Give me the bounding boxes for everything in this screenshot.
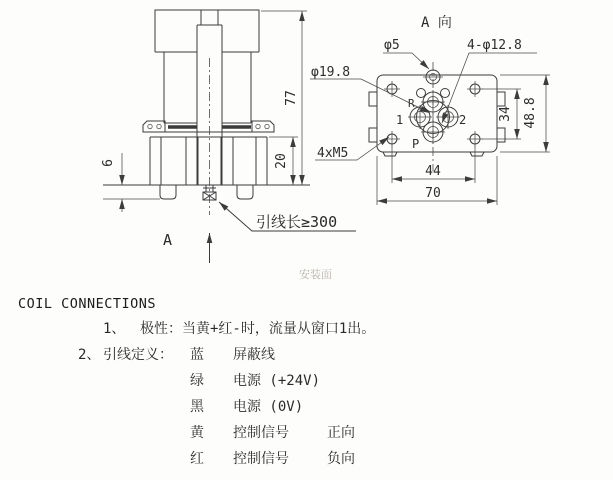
wire-color: 红 <box>190 451 204 467</box>
pilot-hole-left <box>417 89 426 98</box>
wire-color: 黑 <box>190 399 204 415</box>
ear-right-bottom <box>497 128 505 142</box>
port-p-label: P <box>412 137 420 151</box>
dim-44-text: 44 <box>425 164 441 179</box>
view-a-label: A <box>163 231 173 249</box>
a-view-title: A 向 <box>421 15 452 31</box>
wire-function: 控制信号 <box>233 451 289 467</box>
port-2-label: 2 <box>459 113 467 127</box>
dim-ext-lines <box>261 11 307 137</box>
wire-function: 控制信号 <box>233 425 289 441</box>
clamp-bracket-right <box>252 121 274 132</box>
m5-callout: 4xM5 <box>317 146 349 161</box>
port-1-label: 1 <box>396 113 404 127</box>
dim-6-text: 6 <box>101 159 116 167</box>
wire-function: 屏蔽线 <box>233 347 275 363</box>
dim-488-text: 48.8 <box>523 97 538 129</box>
phi12-callout: 4-φ12.8 <box>467 38 522 53</box>
wire-color: 蓝 <box>190 347 204 363</box>
a-view <box>310 15 550 205</box>
note-2-label: 引线定义： <box>103 347 173 363</box>
clamp-bracket-left <box>143 121 165 132</box>
valve-body-block <box>150 137 267 185</box>
wire-function: 电源 (+24V) <box>233 373 321 389</box>
pilot-hole-right <box>441 89 450 98</box>
ear-left-bottom <box>369 128 377 142</box>
ear-right-top <box>497 92 505 106</box>
port-holes <box>408 90 460 144</box>
note-2-number: 2、 <box>78 347 101 363</box>
wire-color: 绿 <box>190 373 204 389</box>
screw-icon <box>256 124 260 128</box>
note-1-text: 极性：当黄+红-时，流量从窗口1出。 <box>140 321 376 337</box>
wire-note: 正向 <box>327 425 355 441</box>
wire-color: 黄 <box>190 425 204 441</box>
wire-note: 负向 <box>327 451 355 467</box>
ear-left-top <box>369 92 377 106</box>
bottom-tabs <box>383 152 484 156</box>
front-view <box>101 10 356 263</box>
solenoid-top-cap <box>155 10 259 52</box>
phi5-leader <box>383 53 429 69</box>
dim-20-text: 20 <box>274 153 289 169</box>
lead-note-text: 引线长≥300 <box>256 213 338 231</box>
faint-caption: 安装面 <box>299 269 332 281</box>
screw-icon <box>148 124 152 128</box>
note-1-number: 1、 <box>103 321 126 337</box>
top-cap-slot <box>197 10 222 25</box>
screw-icon <box>157 124 161 128</box>
phi5-callout: φ5 <box>384 38 400 53</box>
coil-connections-heading: COIL CONNECTIONS <box>18 296 157 312</box>
screw-icon <box>265 124 269 128</box>
dim-77-text: 77 <box>284 90 299 106</box>
clamp-plate <box>143 132 274 137</box>
foot-left <box>160 185 176 199</box>
dim-70-text: 70 <box>425 186 441 201</box>
coil-cylinders <box>164 52 251 123</box>
phi198-callout: φ19.8 <box>311 65 351 80</box>
port-r-label: R <box>408 97 415 110</box>
wire-function: 电源 (0V) <box>233 399 304 415</box>
dim-34-text: 34 <box>498 106 513 122</box>
foot-right <box>237 185 253 199</box>
